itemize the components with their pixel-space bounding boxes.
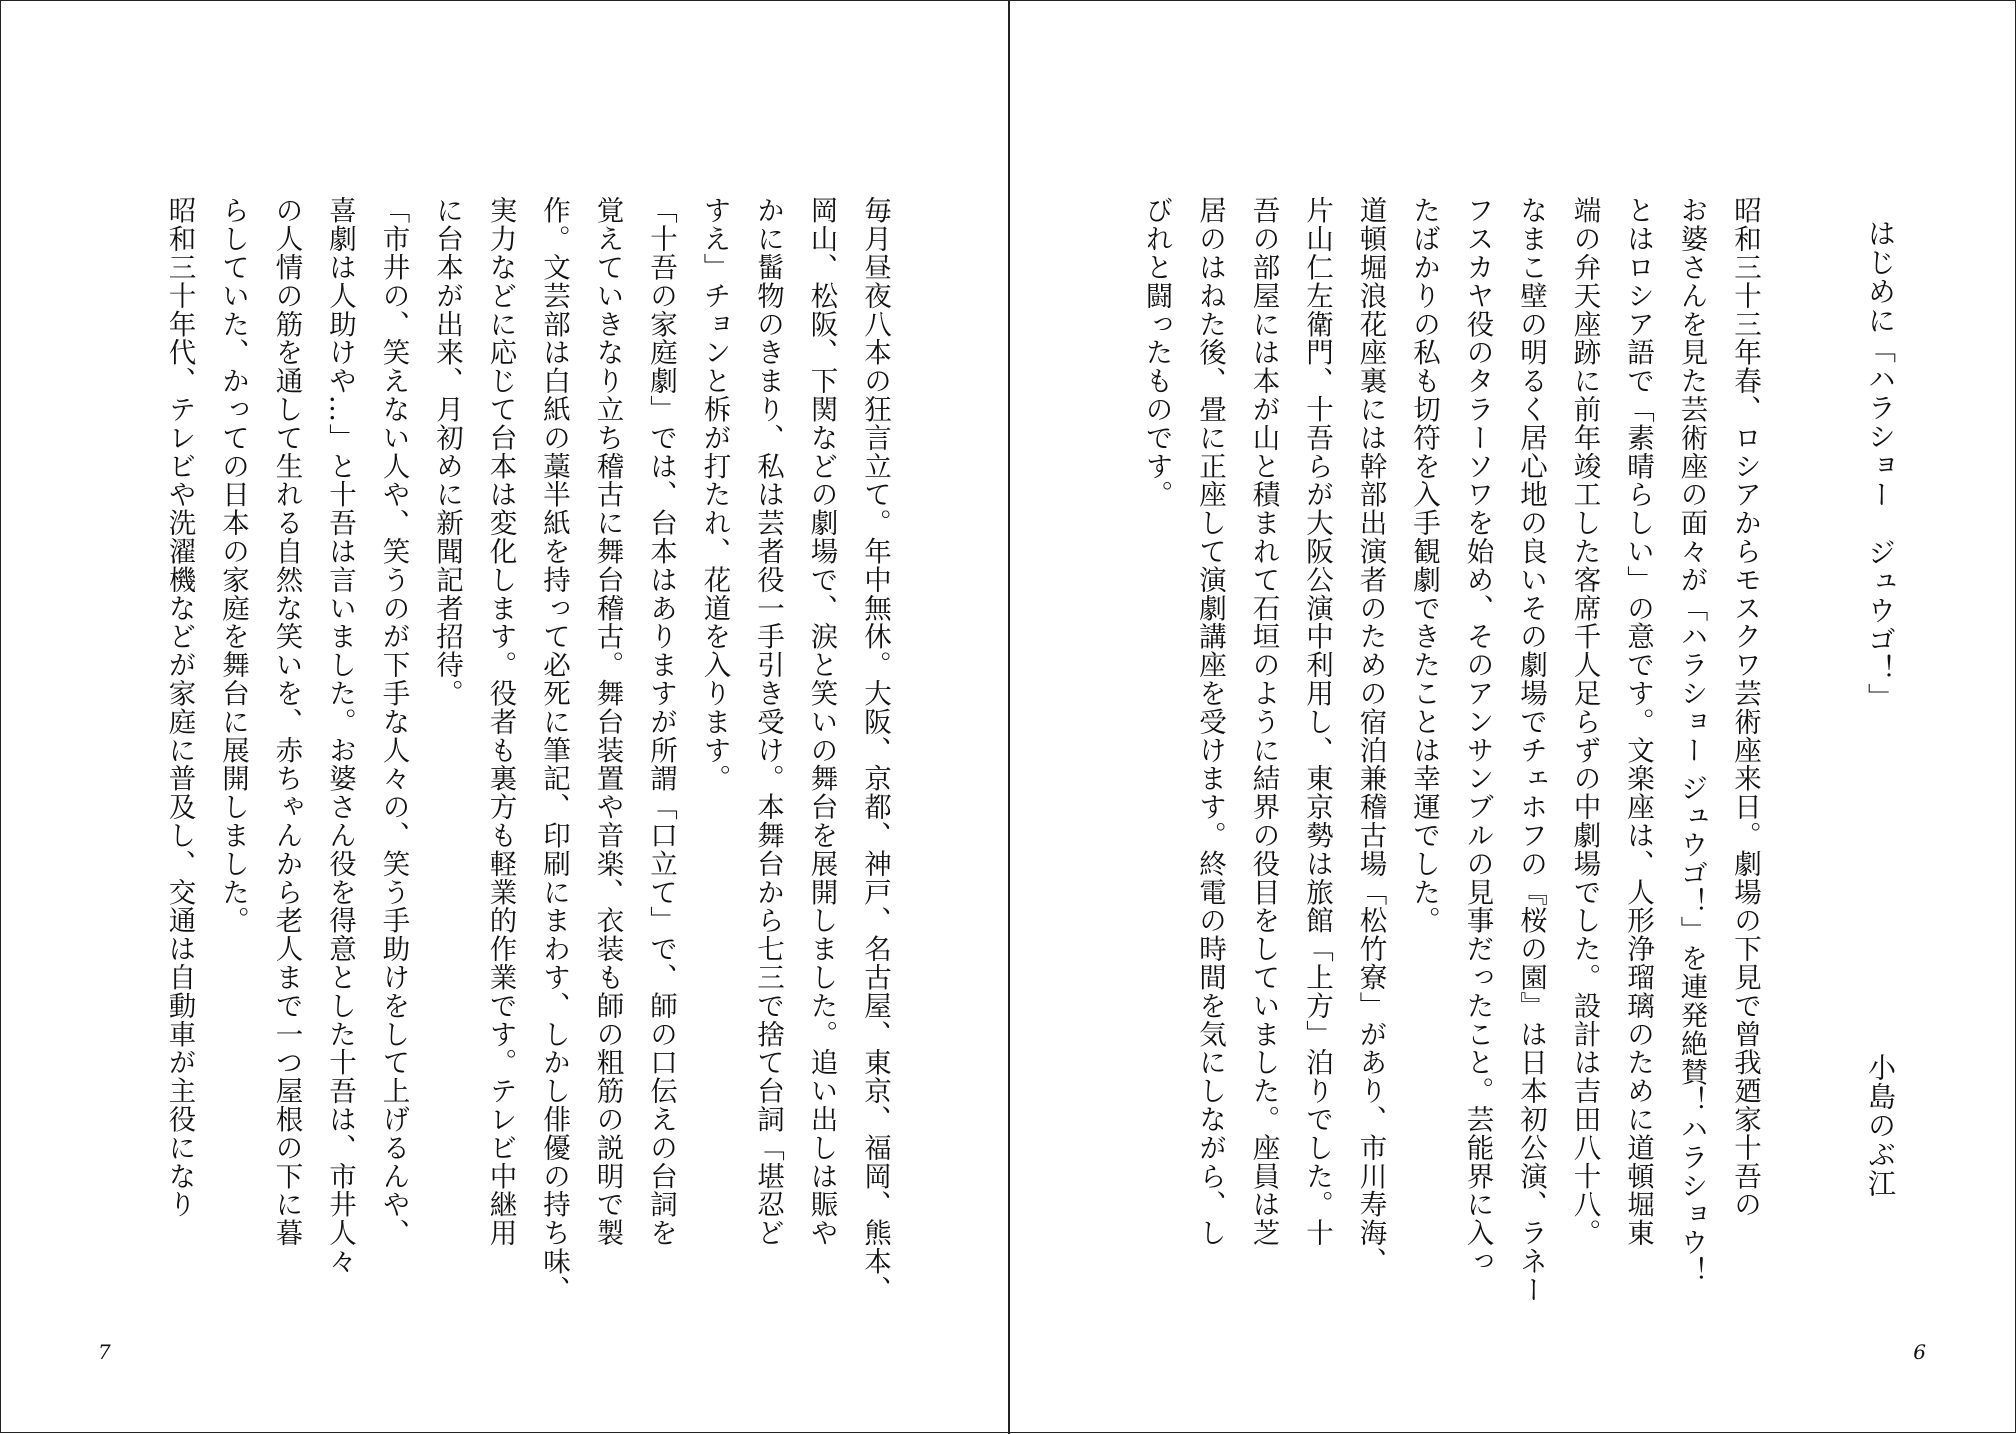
- text-line: 作。文芸部は白紙の藁半紙を持って必死に筆記、印刷にまわす、しかし俳優の持ち味、: [538, 196, 570, 1304]
- text-line: 道頓堀浪花座裏には幹部出演者のための宿泊兼稽古場「松竹寮」があり、市川寿海、: [1354, 196, 1387, 1276]
- page-number-left: 7: [98, 1340, 111, 1364]
- text-line: お婆さんを見た芸術座の面々が「ハラショー ジュウゴ！」を連発絶賛！ハラショウ！: [1675, 196, 1708, 1285]
- author-name: 小島のぶ江: [1864, 1053, 1897, 1198]
- text-line: 居のはねた後、畳に正座して演劇講座を受けます。終電の時間を気にしながら、し: [1194, 196, 1226, 1247]
- text-line: 岡山、松阪、下関などの劇場で、涙と笑いの舞台を展開しました。追い出しは賑や: [805, 196, 838, 1247]
- text-line: たばかりの私も切符を入手観劇できたことは幸運でした。: [1408, 196, 1440, 935]
- text-line: 片山仁左衛門、十吾らが大阪公演中利用し、東京勢は旅館「上方」泊りでした。十: [1301, 196, 1333, 1247]
- text-line: フスカヤ役のタラーソワを始め、そのアンサンブルの見事だったこと。芸能界に入っ: [1461, 196, 1494, 1276]
- text-line: 「市井の、笑えない人や、笑うのが下手な人々の、笑う手助けをして上げるんや、: [377, 196, 410, 1247]
- text-line: すえ」チョンと柝が打たれ、花道を入ります。: [698, 196, 731, 793]
- page-number-right: 6: [1913, 1340, 1926, 1364]
- text-line: びれと闘ったものです。: [1140, 196, 1173, 509]
- right-page-body-text: [1129, 196, 1771, 1304]
- text-line: の人情の筋を通して生れる自然な笑いを、赤ちゃんから老人まで一つ屋根の下に暮: [270, 196, 303, 1247]
- right-page: [1010, 1, 2016, 1432]
- text-line: とはロシア語で「素晴らしい」の意です。文楽座は、人形浄瑠璃のために道頓堀東: [1622, 196, 1654, 1247]
- left-page-body-text: [152, 196, 901, 1304]
- text-line: 昭和三十年代、テレビや洗濯機などが家庭に普及し、交通は自動車が主役になり: [163, 196, 196, 1219]
- text-line: かに髷物のきまり、私は芸者役一手引き受け。本舞台から七三で捨て台詞「堪忍ど: [752, 196, 784, 1247]
- text-line: に台本が出来、月初めに新聞記者招待。: [431, 196, 463, 708]
- text-line: 覚えていきなり立ち稽古に舞台稽古。舞台装置や音楽、衣装も師の粗筋の説明で製: [591, 196, 624, 1247]
- text-line: 喜劇は人助けや…」と十吾は言いました。お婆さん役を得意とした十吾は、市井人々: [324, 196, 356, 1276]
- left-page: [1, 1, 1009, 1432]
- chapter-title: はじめに「ハラショー ジュウゴ！」: [1864, 219, 1897, 712]
- text-line: 毎月昼夜八本の狂言立て。年中無休。大阪、京都、神戸、名古屋、東京、福岡、熊本、: [859, 196, 891, 1304]
- text-line: 実力などに応じて台本は変化します。役者も裏方も軽業的作業です。テレビ中継用: [484, 196, 517, 1247]
- text-line: 昭和三十三年春、ロシアからモスクワ芸術座来日。劇場の下見で曾我廼家十吾の: [1729, 196, 1761, 1219]
- text-line: らしていた、かっての日本の家庭を舞台に展開しました。: [217, 196, 249, 935]
- text-line: 吾の部屋には本が山と積まれて石垣のように結界の役目をしていました。座員は芝: [1247, 196, 1280, 1247]
- text-line: 「十吾の家庭劇」では、台本はありますが所謂「口立て」で、師の口伝えの台詞を: [645, 196, 677, 1247]
- text-line: 端の弁天座跡に前年竣工した客席千人足らずの中劇場でした。設計は吉田八十八。: [1568, 196, 1601, 1247]
- text-line: なまこ壁の明るく居心地の良いその劇場でチェホフの『桜の園』は日本初公演、ラネー: [1515, 196, 1547, 1304]
